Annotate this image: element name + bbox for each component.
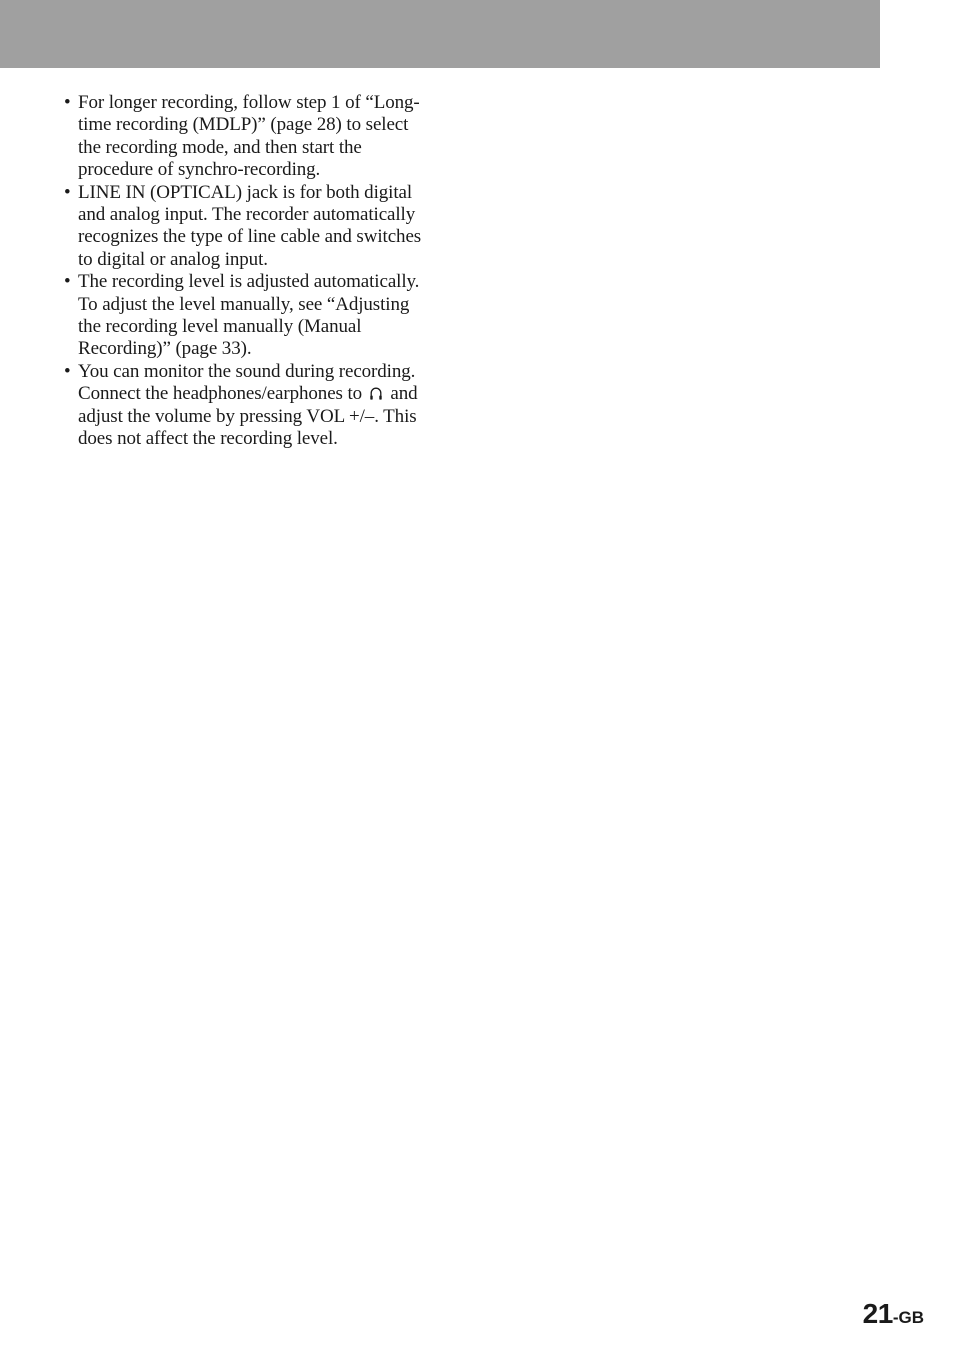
bullet: • <box>64 181 71 203</box>
note-line: recognizes the type of line cable and switches <box>78 226 422 248</box>
note-line: Recording)” (page 33). <box>78 338 252 360</box>
note-line: To adjust the level manually, see “Adjusting <box>78 293 410 315</box>
note-line: the recording mode, and then start the <box>78 136 362 158</box>
page-number-value: 21 <box>862 1298 893 1329</box>
note-line: the recording level manually (Manual <box>78 316 362 338</box>
page-number <box>863 1298 924 1330</box>
note-item <box>64 92 444 182</box>
headphones-icon <box>368 385 384 401</box>
bullet: • <box>64 360 71 382</box>
page-number-suffix: -GB <box>892 1308 924 1327</box>
note-line: The recording level is adjusted automatically. <box>78 271 420 293</box>
note-line: You can monitor the sound during recording. <box>78 360 416 382</box>
note-item <box>64 361 444 451</box>
note-line: does not affect the recording level. <box>78 428 338 450</box>
note-line: adjust the volume by pressing VOL +/–. This <box>78 405 417 427</box>
bullet: • <box>64 271 71 293</box>
note-line: procedure of synchro-recording. <box>78 159 321 181</box>
notes-list <box>64 92 444 451</box>
note-line: and analog input. The recorder automatically <box>78 204 416 226</box>
note-item <box>64 271 444 361</box>
bullet: • <box>64 92 71 113</box>
note-line: For longer recording, follow step 1 of “Long- <box>78 92 420 113</box>
header-band <box>0 0 880 68</box>
note-item <box>64 182 444 272</box>
note-line <box>78 383 444 405</box>
note-line: time recording (MDLP)” (page 28) to select <box>78 114 409 136</box>
note-text: Connect the headphones/earphones to <box>78 383 363 405</box>
note-line: to digital or analog input. <box>78 248 268 270</box>
note-text: and <box>390 383 418 405</box>
note-line: LINE IN (OPTICAL) jack is for both digital <box>78 181 413 203</box>
